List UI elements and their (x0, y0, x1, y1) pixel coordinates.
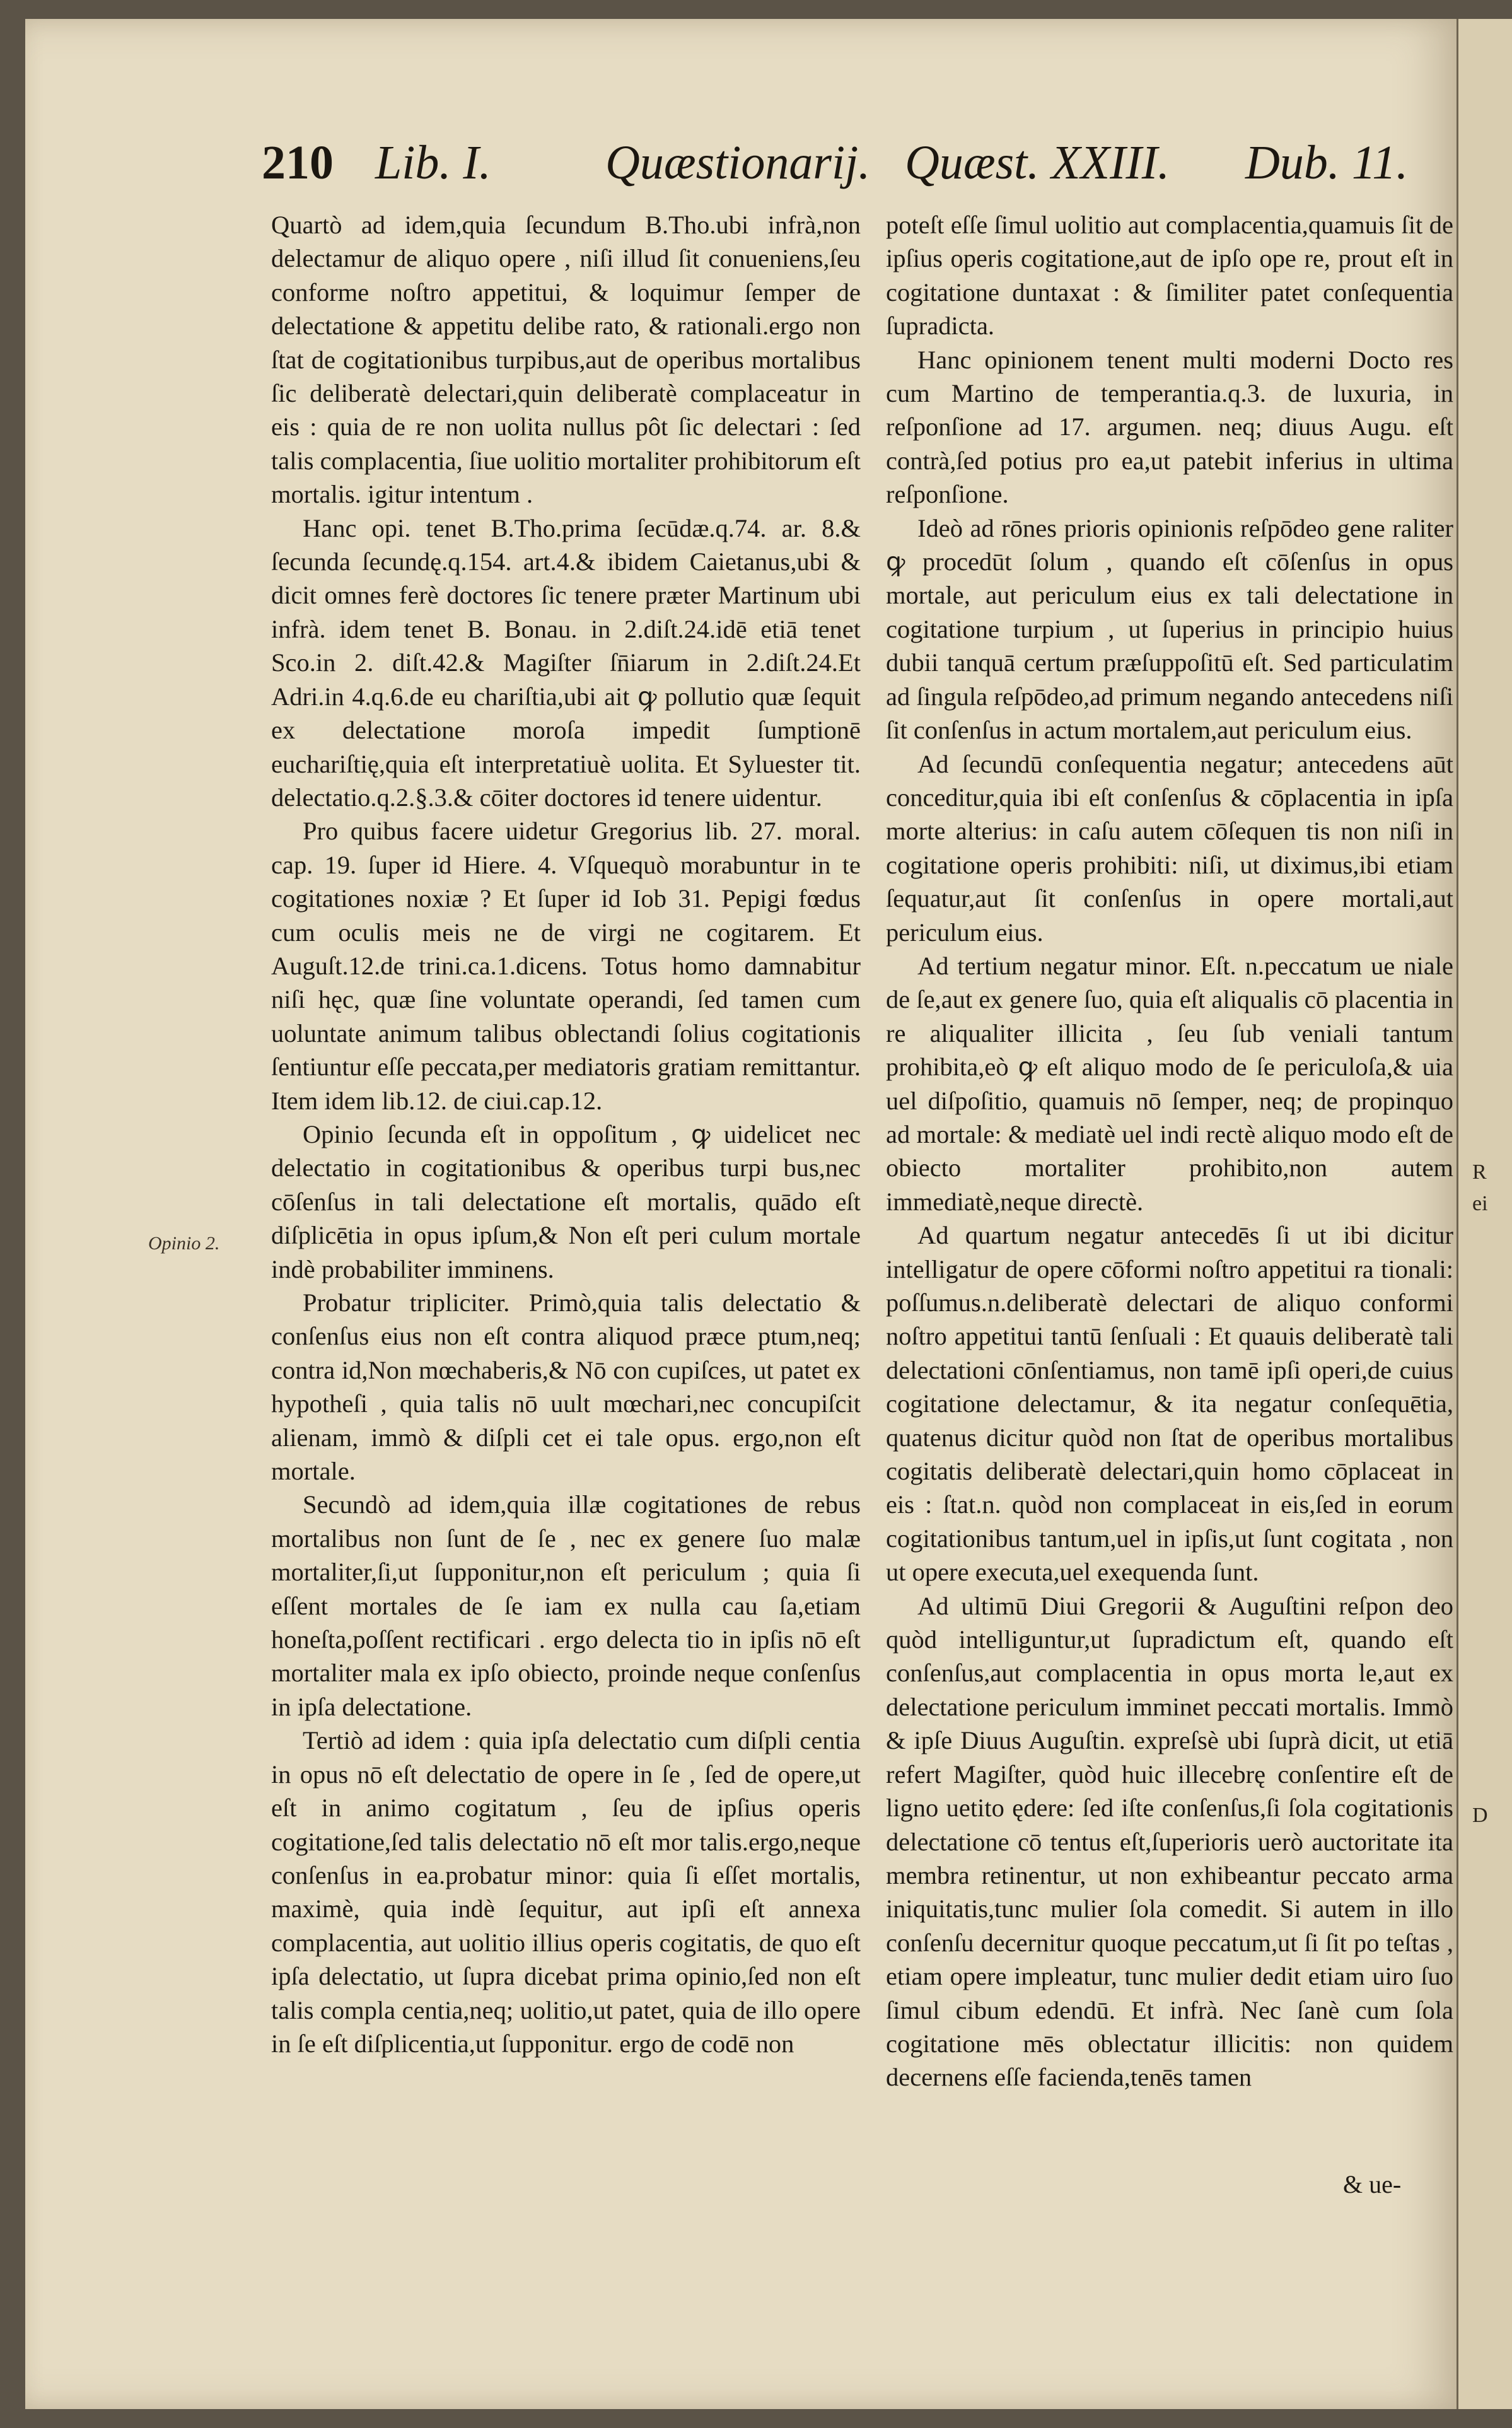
paragraph: Ad quartum negatur antecedēs ſi ut ibi dicitur intelligatur de opere cōformi noſtro appetitui ra tionali: poſſumus.n.deliberatè delectari de aliquo conformi noſtro appetitui tantū ſenſuali : Et quauis deliberatè tali delectationi cōnſentiamus, non tamē ipſi operi,de cuius cogitatione delectamur, & ita negatur conſequētia, quatenus dicitur quòd non ſtat de operibus mortalibus cogitatis deliberatè delectari,quin homo cōplaceat in eis : ſtat.n. quòd non complaceat in eis,ſed in eorum cogitationibus tantum,uel in ipſis,ut ſunt cogitata , non ut opere executa,uel exequenda ſunt. (886, 1221, 1453, 1587)
adjacent-page-fragment: R (1472, 1160, 1487, 1184)
header-dubium: Dub. 11. (1245, 136, 1409, 189)
paragraph: Pro quibus facere uidetur Gregorius lib. 27. moral. cap. 19. ſuper id Hiere. 4. Vſquequò morabuntur in te cogitationes noxiæ ? Et ſuper id Iob 31. Pepigi fœdus cum oculis meis ne de virgi ne cogitarem. Et Auguſt.12.de trini.ca.1.dicens. Totus homo damnabitur niſi hęc, quæ ſine voluntate operandi, ſed tamen cum uoluntate animum talibus oblectandi ſolius cogitationis ſentiuntur eſſe peccata,per mediatoris gratiam remittantur. Item idem lib.12. de ciui.cap.12. (271, 817, 861, 1115)
adjacent-page-fragment: ei (1472, 1192, 1488, 1215)
left-column (271, 208, 861, 2060)
paragraph: Probatur tripliciter. Primò,quia talis delectatio & conſenſus eius non eſt contra aliquod præce ptum,neq; contra id,Non mœchaberis,& Nō con cupiſces, ut patet ex hypotheſi , quia talis nō uult mœchari,nec concupiſcit alienam, immò & diſpli cet ei tale opus. ergo,non eſt mortale. (271, 1288, 861, 1486)
paragraph: Quartò ad idem,quia ſecundum B.Tho.ubi infrà,non delectamur de aliquo opere , niſi illud ſit conueniens,ſeu conforme noſtro appetitui, & loquimur ſemper de delectatione & appetitu delibe rato, & rationali.ergo non ſtat de cogitationibus turpibus,aut de operibus mortalibus ſic deliberatè delectari,quin deliberatè complaceatur in eis : quia de re non uolita nullus pôt ſic delectari : ſed talis complacentia, ſiue uolitio mortaliter prohibitorum eſt mortalis. igitur intentum . (271, 211, 861, 509)
paragraph: Hanc opi. tenet B.Tho.prima ſecūdæ.q.74. ar. 8.& ſecunda ſecundę.q.154. art.4.& ibidem Caietanus,ubi & dicit omnes ferè doctores ſic tenere præter Martinum ubi infrà. idem tenet B. Bonau. in 2.diſt.24.idē etiā tenet Sco.in 2. diſt.42.& Magiſter ſn̄iarum in 2.diſt.24.Et Adri.in 4.q.6.de eu chariſtia,ubi ait ꝙ pollutio quæ ſequit ex delectatione moroſa impedit ſumptionē euchariſtię,quia eſt interpretatiuè uolita. Et Syluester tit. delectatio.q.2.§.3.& cōiter doctores id tenere uidentur. (271, 513, 861, 812)
paragraph: poteſt eſſe ſimul uolitio aut complacentia,quamuis ſit de ipſius operis cogitatione,aut de ipſo ope re, prout eſt in cogitatione duntaxat : & ſimiliter patet conſequentia ſupradicta. (886, 211, 1453, 341)
margin-note: Opinio 2. (148, 1233, 220, 1254)
running-header (262, 136, 1453, 199)
folio-number: 210 (262, 136, 334, 189)
adjacent-page-fragment: D (1472, 1804, 1488, 1827)
paragraph: Ad ſecundū conſequentia negatur; antecedens aūt conceditur,quia ibi eſt conſenſus & cōplacentia in ipſa morte alterius: in caſu autem cōſequen tis non niſi in cogitatione operis prohibiti: niſi, ut diximus,ibi etiam ſequatur,aut ſit conſenſus in opere mortali,aut periculum eius. (886, 749, 1453, 947)
header-book: Lib. I. (375, 136, 491, 189)
paragraph: Ad ultimū Diui Gregorii & Auguſtini reſpon deo quòd intelliguntur,ut ſupradictum eſt, quando eſt conſenſus,aut complacentia in opus morta le,aut ex delectatione periculum imminet peccati mortalis. Immò & ipſe Diuus Auguſtin. expreſsè ubi ſuprà dicit, ut etiā refert Magiſter, quòd huic illecebrę conſentire eſt de ligno uetito ędere: ſed iſte conſenſus,ſi ſola cogitationis delectatione cō tentus eſt,ſuperioris uerò auctoritate ita membra retinentur, ut non exhibeantur peccato arma iniquitatis,tunc mulier ſola comedit. Si autem in illo conſenſu decernitur quoque peccatum,ut ſi ſit po teſtas , etiam opere impleatur, tunc mulier dedit etiam uiro ſuo ſimul cibum edendū. Et infrà. Nec ſanè cum ſola cogitatione mēs oblectatur illicitis: non quidem decernens eſſe facienda,tenēs tamen (886, 1591, 1453, 2092)
paragraph: Hanc opinionem tenent multi moderni Docto res cum Martino de temperantia.q.3. de luxuria, in reſponſione ad 17. argumen. neq; diuus Augu. eſt contrà,ſed potius pro ea,ut patebit inferius in ultima reſponſione. (886, 345, 1453, 509)
paragraph: Secundò ad idem,quia illæ cogitationes de rebus mortalibus non ſunt de ſe , nec ex genere ſuo malæ mortaliter,ſi,ut ſupponitur,non eſt periculum ; quia ſi eſſent mortales de ſe iam ex nulla cau ſa,etiam honeſta,poſſent rectificari . ergo delecta tio in ipſis nō eſt mortaliter mala ex ipſo obiecto, proinde neque conſenſus in ipſa delectatione. (271, 1490, 861, 1721)
book-page (25, 19, 1457, 2409)
paragraph: Ad tertium negatur minor. Eſt. n.peccatum ue niale de ſe,aut ex genere ſuo, quia eſt aliqualis cō placentia in re aliqualiter illicita , ſeu ſub veniali tantum prohibita,eò ꝙ eſt aliquo modo de ſe periculoſa,& uia uel diſpoſitio, quamuis nō ſemper, neq; de propinquo ad mortale: & mediatè uel indi rectè aliquo modo eſt de obiecto mortaliter prohibito,non autem immediatè,neque directè. (886, 951, 1453, 1216)
adjacent-page-edge (1457, 19, 1512, 2409)
header-work: Quæstionarij. (605, 136, 871, 189)
paragraph: Ideò ad rōnes prioris opinionis reſpōdeo gene raliter ꝙ procedūt ſolum , quando eſt cōſenſus in opus mortale, aut periculum eius ex tali delectatione in cogitatione turpium , ut ſuperius in principio huius dubii tanquā certum præſuppoſitū eſt. Sed particulatim ad ſingula reſpōdeo,ad primum negando antecedens niſi ſit conſenſus in actum mortalem,aut periculum eius. (886, 513, 1453, 745)
paragraph: Opinio ſecunda eſt in oppoſitum , ꝙ uidelicet nec delectatio in cogitationibus & operibus turpi bus,nec cōſenſus in tali delectatione eſt mortalis, quādo eſt diſplicētia in opus ipſum,& Non eſt peri culum mortale indè probabiliter imminens. (271, 1119, 861, 1283)
paragraph: Tertiò ad idem : quia ipſa delectatio cum diſpli centia in opus nō eſt delectatio de opere in ſe , ſed de opere,ut eſt in animo cogitatum , ſeu de ipſius operis cogitatione,ſed talis delectatio nō eſt mor talis.ergo,neque conſenſus in ea.probatur minor: quia ſi eſſet mortalis, maximè, quia indè ſequitur, aut ipſi eſt annexa complacentia, aut uolitio illius operis cogitatis, de quo eſt ipſa delectatio, ut ſupra dicebat prima opinio,ſed non eſt talis compla centia,neq; uolitio,ut patet, quia de illo opere in ſe eſt diſplicentia,ut ſupponitur. ergo de codē non (271, 1726, 861, 2058)
catchword: & ue- (1343, 2170, 1402, 2198)
right-column (886, 208, 1453, 2094)
header-quaestio: Quæst. XXIII. (905, 136, 1170, 189)
